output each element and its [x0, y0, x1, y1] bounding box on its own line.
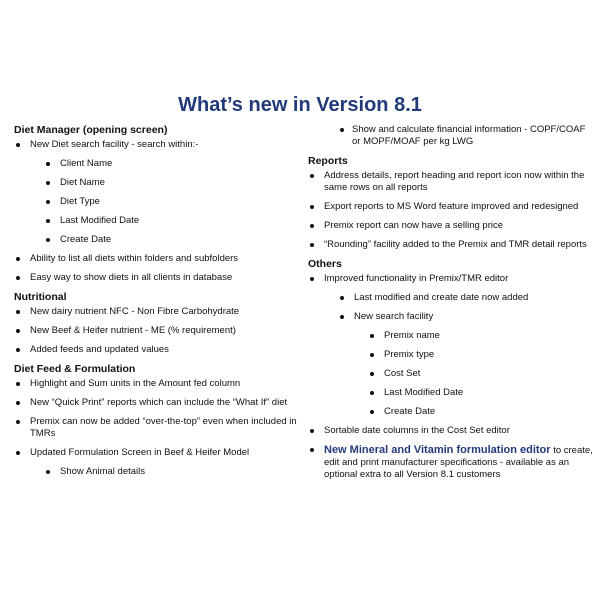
list-item: Premix report can now have a selling price: [308, 220, 596, 232]
list-item: New dairy nutrient NFC - Non Fibre Carbohydrate: [14, 306, 304, 318]
list-item: “Rounding” facility added to the Premix and TMR detail reports: [308, 239, 596, 251]
bullet-icon: [16, 348, 20, 352]
bullet-icon: [16, 420, 20, 424]
bullet-icon: [46, 470, 50, 474]
page-title: What’s new in Version 8.1: [178, 94, 422, 116]
bullet-icon: [310, 174, 314, 178]
bullet-icon: [16, 276, 20, 280]
mineral-editor-highlight: New Mineral and Vitamin formulation editor: [324, 444, 551, 456]
bullet-icon: [370, 410, 374, 414]
list-item: Last modified and create date now added: [308, 292, 596, 304]
bullet-icon: [340, 128, 344, 132]
list-item: New Diet search facility - search within:-: [14, 139, 304, 151]
others-heading: Others: [308, 258, 342, 270]
others-list: [308, 273, 596, 481]
list-item: Create Date: [308, 406, 596, 418]
list-item: New search facility: [308, 311, 596, 323]
list-item: Show and calculate financial information - COPF/COAF or MOPF/MOAF per kg LWG: [308, 124, 596, 148]
list-item: Diet Name: [14, 177, 304, 189]
bullet-icon: [370, 391, 374, 395]
bullet-icon: [340, 296, 344, 300]
list-item: Ability to list all diets within folders and subfolders: [14, 253, 304, 265]
list-item: Last Modified Date: [14, 215, 304, 227]
bullet-icon: [16, 329, 20, 333]
list-item: Improved functionality in Premix/TMR editor: [308, 273, 596, 285]
bullet-icon: [46, 200, 50, 204]
diet-feed-list: [14, 378, 304, 478]
bullet-icon: [340, 315, 344, 319]
bullet-icon: [310, 277, 314, 281]
bullet-icon: [16, 143, 20, 147]
list-item: Easy way to show diets in all clients in database: [14, 272, 304, 284]
list-item: Last Modified Date: [308, 387, 596, 399]
list-item: Added feeds and updated values: [14, 344, 304, 356]
bullet-icon: [370, 372, 374, 376]
bullet-icon: [46, 238, 50, 242]
list-item: Updated Formulation Screen in Beef & Heifer Model: [14, 447, 304, 459]
list-item: Diet Type: [14, 196, 304, 208]
diet-manager-heading: Diet Manager (opening screen): [14, 124, 168, 136]
bullet-icon: [370, 334, 374, 338]
bullet-icon: [310, 205, 314, 209]
bullet-icon: [310, 224, 314, 228]
list-item: New “Quick Print” reports which can include the “What If” diet: [14, 397, 304, 409]
list-item: Client Name: [14, 158, 304, 170]
nutritional-heading: Nutritional: [14, 291, 67, 303]
list-item: Premix name: [308, 330, 596, 342]
reports-list: [308, 170, 596, 251]
list-item: Premix can now be added “over-the-top” even when included in TMRs: [14, 416, 304, 440]
right-column: [308, 124, 596, 488]
list-item: New Mineral and Vitamin formulation editor to create, edit and print manufacturer specifications - available as an optional extra to all Version 8.1 customers: [308, 444, 596, 481]
bullet-icon: [310, 429, 314, 433]
list-item: Create Date: [14, 234, 304, 246]
diet-feed-heading: Diet Feed & Formulation: [14, 363, 136, 375]
bullet-icon: [46, 162, 50, 166]
reports-heading: Reports: [308, 155, 348, 167]
slide: [0, 80, 600, 520]
bullet-icon: [16, 310, 20, 314]
bullet-icon: [310, 243, 314, 247]
financial-list: [308, 124, 596, 148]
bullet-icon: [310, 448, 314, 452]
diet-manager-list: [14, 139, 304, 284]
list-item: Address details, report heading and report icon now within the same rows on all reports: [308, 170, 596, 194]
list-item: Premix type: [308, 349, 596, 361]
bullet-icon: [16, 382, 20, 386]
bullet-icon: [46, 219, 50, 223]
nutritional-list: [14, 306, 304, 356]
left-column: [14, 124, 304, 485]
list-item: Export reports to MS Word feature improved and redesigned: [308, 201, 596, 213]
list-item: Sortable date columns in the Cost Set editor: [308, 425, 596, 437]
bullet-icon: [16, 451, 20, 455]
bullet-icon: [370, 353, 374, 357]
list-item: Highlight and Sum units in the Amount fed column: [14, 378, 304, 390]
list-item: New Beef & Heifer nutrient - ME (% requirement): [14, 325, 304, 337]
list-item: Cost Set: [308, 368, 596, 380]
bullet-icon: [16, 401, 20, 405]
list-item: Show Animal details: [14, 466, 304, 478]
bullet-icon: [16, 257, 20, 261]
bullet-icon: [46, 181, 50, 185]
